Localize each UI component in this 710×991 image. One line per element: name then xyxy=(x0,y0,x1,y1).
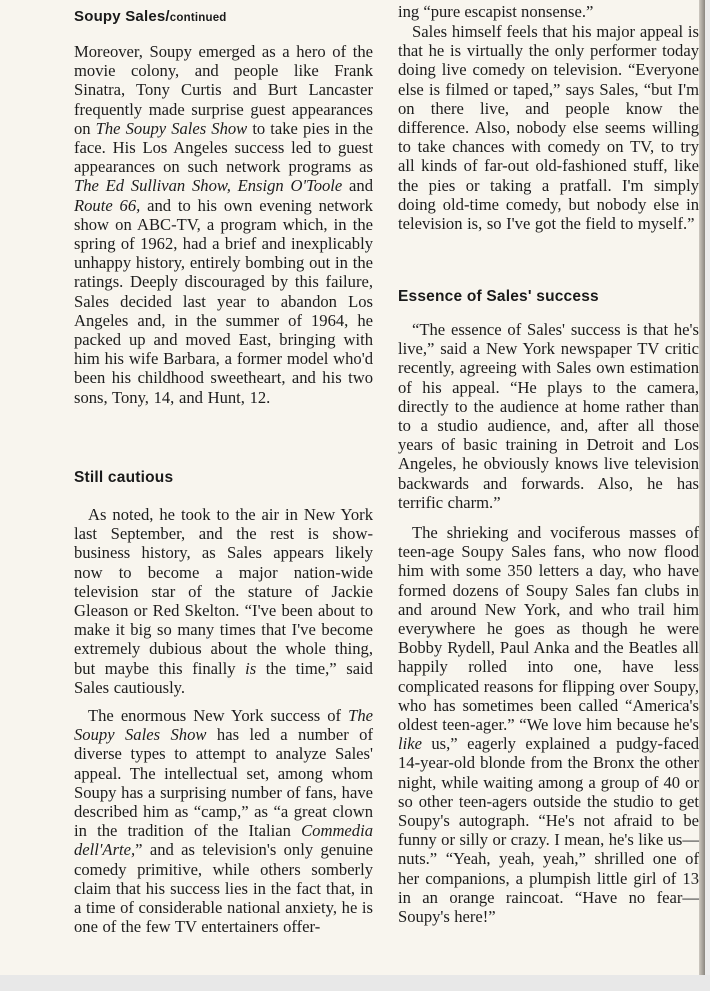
text-run: to take pies in the face. His Los Angeles success led to guest appearances on such network programs as xyxy=(74,118,374,177)
right-paragraph-2: “The essence of Sales' success is that he's live,” said a New York newspaper TV critic recently, agreeing with Sales own estimation of his appeal. “He plays to the camera, directly to the audience at home rather than to a studio audience, and, after all those years of basic training in Detroit and Los Angeles, he obviously knows live television backwards and forwards. Also, he has terrific charm.” xyxy=(398,320,699,512)
show-title-italic: Route 66, xyxy=(74,195,141,215)
text-run: Moreover, Soupy emerged as a hero of the movie colony, and people like Frank Sinatra, Tony Curtis and Burt Lancaster frequently made surprise guest appearances on xyxy=(74,42,373,138)
right-paragraph-3 xyxy=(398,523,699,926)
running-head-title: Soupy Sales/ xyxy=(74,8,170,25)
show-title-italic: The Ed Sullivan Show, Ensign O'Toole xyxy=(74,176,343,196)
scan-bottom-margin xyxy=(0,975,710,991)
show-title-italic: The Soupy Sales Show xyxy=(95,118,248,138)
text-run: The enormous New York success of xyxy=(88,706,349,725)
text-run: and xyxy=(342,176,373,196)
text-run: ” and as television's only genuine comedy primitive, while others somberly claim that his success lies in the fact that, in a time of considerable national anxiety, he is one of the few TV entertainers offer- xyxy=(74,840,373,937)
section-heading-essence: Essence of Sales' success xyxy=(398,288,599,305)
right-paragraph-0: ing “pure escapist nonsense.” xyxy=(398,2,594,21)
left-paragraph-1 xyxy=(74,42,373,407)
emphasis-italic: Commedia dell'Arte, xyxy=(74,821,373,860)
text-run: us,” eagerly explained a pudgy-faced 14-year-old blonde from the Bronx the other night, while waiting among a group of 40 or so other teen-agers outside the studio to get Soupy's autograph. “He's not afraid to be funny or silly or crazy. I mean, he's like us—nuts.” “Yeah, yeah, yeah,” shrilled one of her companions, a plumpish little girl of 13 in an orange raincoat. “Have no fear—Soupy's here!” xyxy=(398,734,699,927)
left-paragraph-2 xyxy=(74,505,373,697)
show-title-italic: The Soupy Sales Show xyxy=(74,706,373,745)
emphasis-italic: is xyxy=(245,658,257,678)
running-head-continued: continued xyxy=(169,12,227,24)
section-heading-still-cautious: Still cautious xyxy=(74,469,174,486)
text-run: the time,” said Sales cautiously. xyxy=(74,658,373,697)
emphasis-italic: like xyxy=(398,734,422,754)
running-head xyxy=(74,8,227,25)
page-edge-shadow xyxy=(699,0,705,975)
text-run: As noted, he took to the air in New York last September, and the rest is show-business history, as Sales appears likely now to become a major nation-wide television star of the stature of Jackie Gleason or Red Skelton. “I've been about to make it big so many times that I've become extremely dubious about the whole thing, but maybe this finally xyxy=(74,505,373,678)
text-run: has led a number of diverse types to attempt to analyze Sales' appeal. The intellectual set, among whom Soupy has a surprising number of fans, have described him as “camp,” as “a great clown in the tradition of the Italian xyxy=(74,725,373,841)
text-run: The shrieking and vociferous masses of teen-age Soupy Sales fans, who now flood him with some 350 letters a day, who have formed dozens of Soupy Sales fan clubs in and around New York, and who trail him everywhere he goes as though he were Bobby Rydell, Paul Anka and the Beatles all happily rolled into one, have less complicated reasons for flipping over Soupy, who has sometimes been called “America's oldest teen-ager.” “We love him because he's xyxy=(398,523,699,735)
right-paragraph-1: Sales himself feels that his major appeal is that he is virtually the only performer today doing live comedy on television. “Everyone else is filmed or taped,” says Sales, “but I'm on there live, and people know the difference. Also, nobody else seems willing to take chances with comedy on TV, to try all kinds of far-out old-fashioned stuff, like the pies or taking a pratfall. I'm simply doing old-time comedy, but nobody else in television is, so I've got the field to myself.” xyxy=(398,22,699,234)
text-run: and to his own evening network show on ABC-TV, a program which, in the spring of 1962, had a brief and inexplicably unhappy history, entirely bombing out in the ratings. Deeply discouraged by this failure, Sales decided last year to abandon Los Angeles and, in the summer of 1964, he packed up and moved East, bringing with him his wife Barbara, a former model who'd been his childhood sweetheart, and his two sons, Tony, 14, and Hunt, 12. xyxy=(74,195,373,407)
left-paragraph-3 xyxy=(74,706,373,936)
